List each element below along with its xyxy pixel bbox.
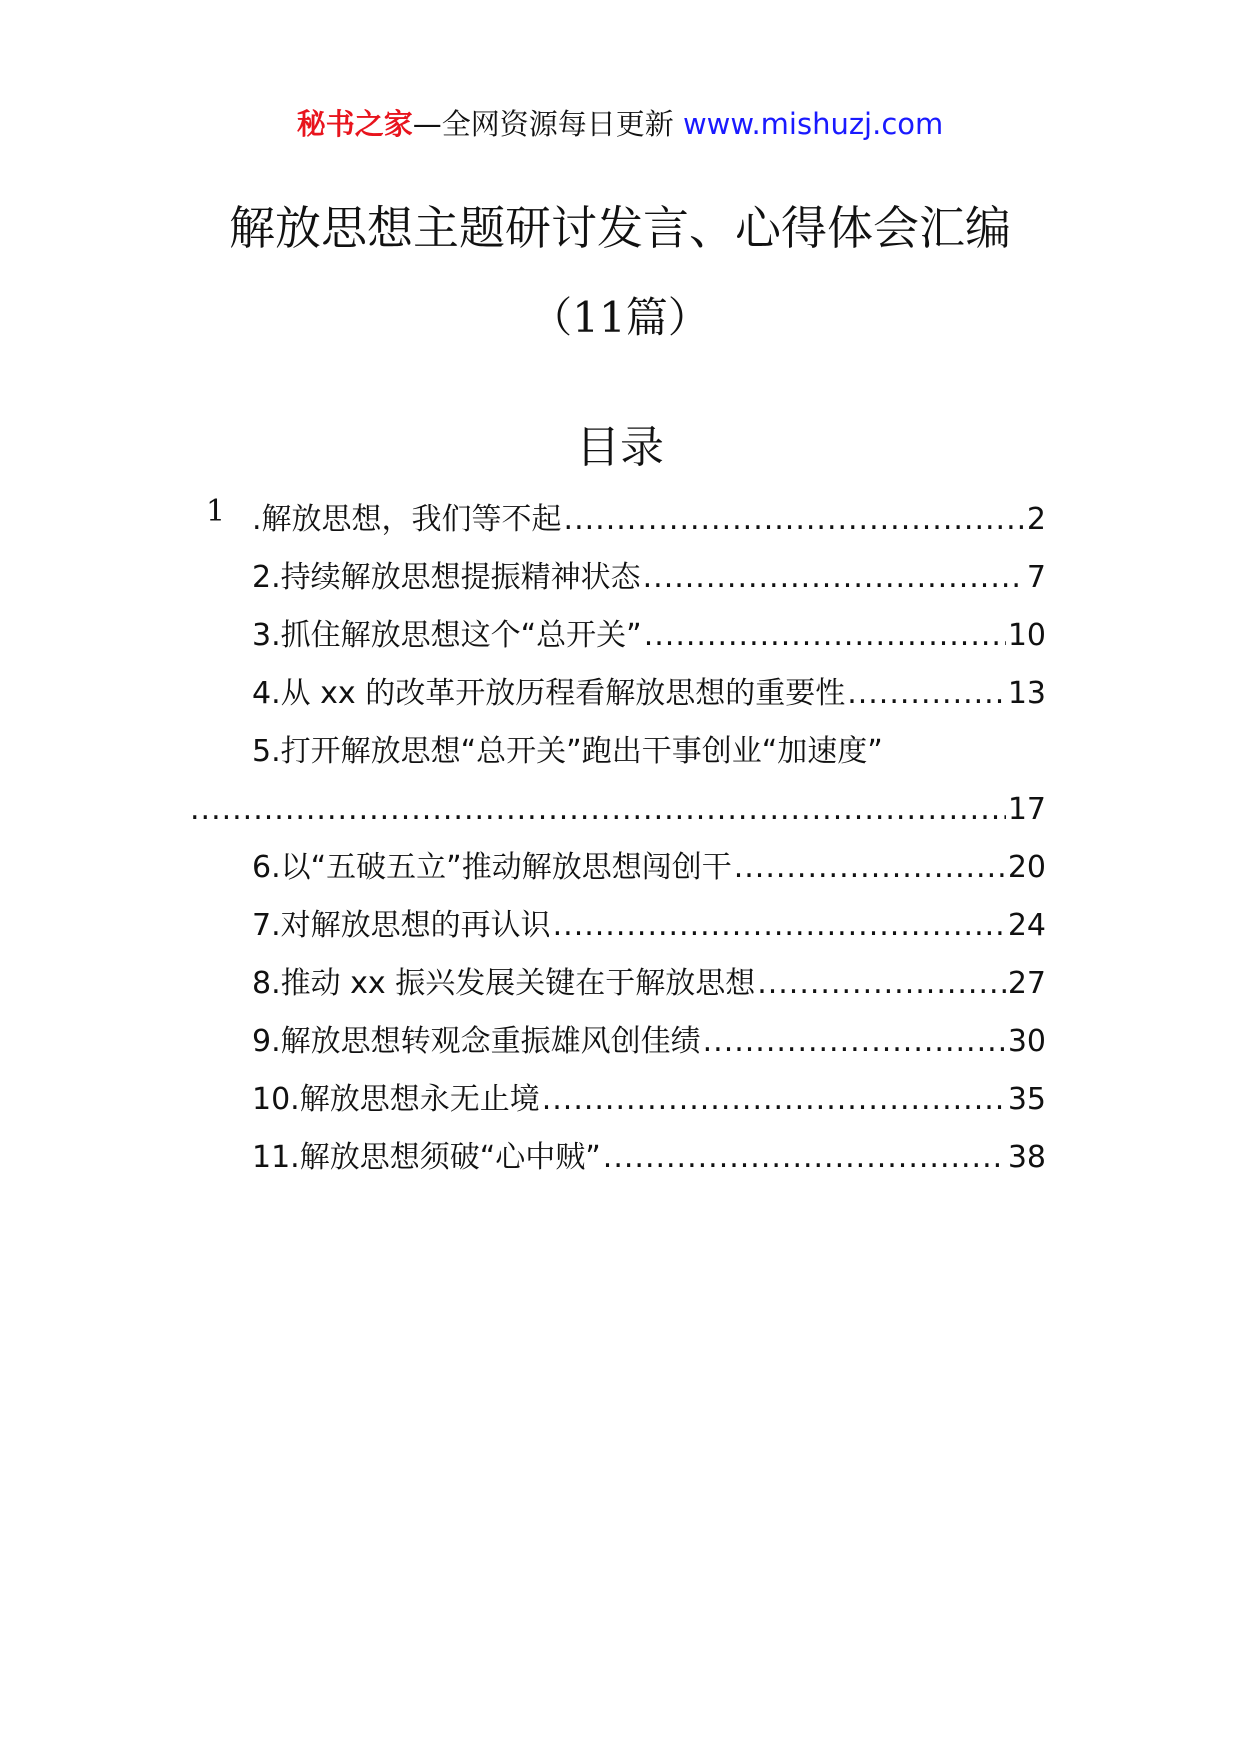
toc-entry[interactable] — [252, 846, 1046, 890]
site-header — [0, 100, 1240, 148]
toc-entry-label: 3.抓住解放思想这个“总开关” — [252, 618, 642, 653]
toc-entry-label: 6.以“五破五立”推动解放思想闯创干 — [252, 850, 732, 885]
toc-entry-label: 5.打开解放思想“总开关”跑出干事创业“加速度” — [252, 734, 883, 769]
toc-leader-dots — [603, 1136, 1006, 1180]
toc-page-number: 7 — [1026, 560, 1046, 595]
toc-page-number: 2 — [1026, 502, 1046, 537]
toc-page-number: 35 — [1007, 1082, 1046, 1117]
toc-leader-dots — [734, 846, 1006, 890]
toc-entry-label: .解放思想，我们等不起 — [252, 502, 562, 537]
toc-page-number: 13 — [1007, 676, 1046, 711]
toc-leader-dots — [703, 1020, 1006, 1064]
toc-page-number: 17 — [1007, 792, 1046, 827]
toc-entry[interactable] — [252, 904, 1046, 948]
toc-leader-dots — [644, 614, 1006, 658]
toc-page-number: 20 — [1007, 850, 1046, 885]
toc-entry-label: 11.解放思想须破“心中贼” — [252, 1140, 601, 1175]
toc-entry[interactable] — [252, 1136, 1046, 1180]
toc-heading: 目录 — [576, 422, 664, 473]
toc-entry[interactable] — [252, 672, 1046, 716]
brand-name: 秘书之家 — [296, 107, 413, 141]
toc-page-number: 38 — [1007, 1140, 1046, 1175]
toc-entry[interactable] — [252, 730, 1046, 774]
toc-leader-dots — [190, 788, 1006, 832]
toc-leader-dots — [564, 498, 1025, 542]
toc-entry[interactable] — [252, 614, 1046, 658]
toc-first-marker: 1 — [206, 494, 226, 529]
toc-entry-label: 2.持续解放思想提振精神状态 — [252, 560, 641, 595]
toc-entry-label: 7.对解放思想的再认识 — [252, 908, 551, 943]
toc-page-number: 10 — [1007, 618, 1046, 653]
article-count: 11 — [572, 293, 626, 342]
toc-entry[interactable] — [252, 1020, 1046, 1064]
site-url-link[interactable]: www.mishuzj.com — [682, 107, 944, 141]
toc-entry-label: 10.解放思想永无止境 — [252, 1082, 540, 1117]
toc-entry-label: 9.解放思想转观念重振雄风创佳绩 — [252, 1024, 701, 1059]
toc-leader-dots — [542, 1078, 1006, 1122]
toc-entry[interactable] — [252, 498, 1046, 542]
toc-page-number: 27 — [1007, 966, 1046, 1001]
toc-entry[interactable] — [252, 556, 1046, 600]
toc-entry-label: 8.推动 xx 振兴发展关键在于解放思想 — [252, 966, 756, 1001]
toc-page-number: 30 — [1007, 1024, 1046, 1059]
toc-entry-continuation[interactable] — [190, 788, 1046, 832]
toc-entry[interactable] — [252, 1078, 1046, 1122]
article-count-unit: 篇 — [625, 293, 668, 342]
toc-entry-label: 4.从 xx 的改革开放历程看解放思想的重要性 — [252, 676, 846, 711]
subtitle-close-paren: ） — [667, 293, 710, 342]
header-slogan: —全网资源每日更新 — [412, 107, 683, 141]
document-subtitle — [0, 288, 1240, 348]
document-title: 解放思想主题研讨发言、心得体会汇编 — [229, 201, 1011, 255]
toc-entry[interactable] — [252, 962, 1046, 1006]
toc-leader-dots — [757, 962, 1006, 1006]
toc-leader-dots — [643, 556, 1025, 600]
subtitle-open-paren: （ — [530, 293, 573, 342]
toc-page-number: 24 — [1007, 908, 1046, 943]
toc-leader-dots — [847, 672, 1006, 716]
toc-leader-dots — [553, 904, 1006, 948]
